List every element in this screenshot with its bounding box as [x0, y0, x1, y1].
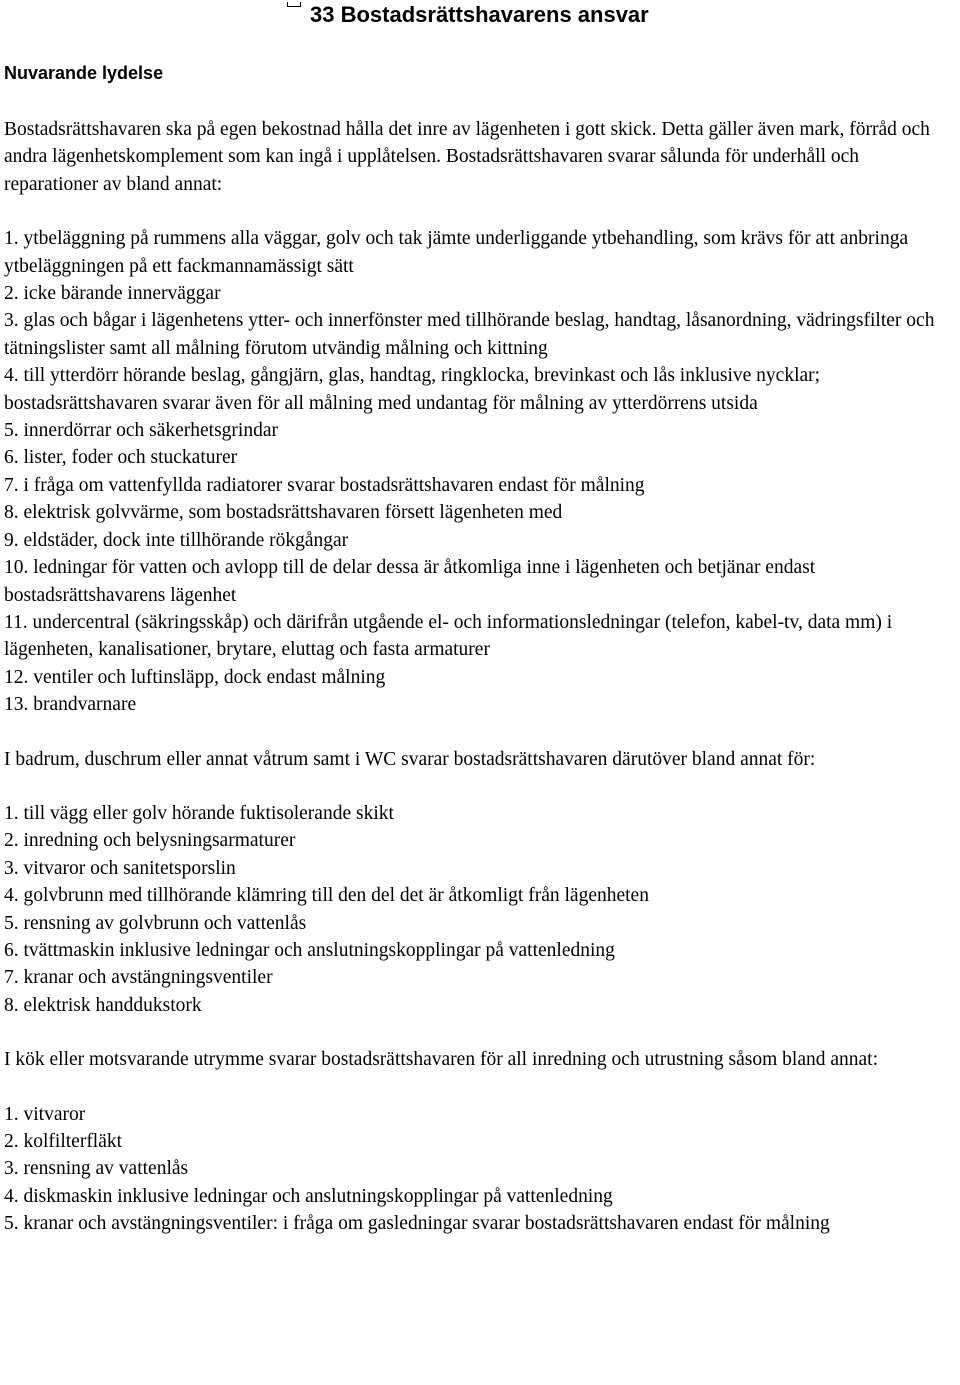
subheading-current-wording: Nuvarande lydelse	[4, 63, 164, 83]
list-item: 8. elektrisk handdukstork	[4, 994, 202, 1016]
list-item: 5. kranar och avstängningsventiler: i fråga om gasledningar svarar bostadsrättshavaren endast för målning	[4, 1213, 830, 1235]
list-item: 8. elektrisk golvvärme, som bostadsrättshavaren försett lägenheten med	[4, 502, 563, 524]
intro-paragraph: Bostadsrättshavaren ska på egen bekostnad hålla det inre av lägenheten i gott skick. Detta gäller även mark, förråd och andra lägenhetskomplement som kan ingå i upplåtelsen. Bostadsrättshavaren svarar sålunda för underhåll och reparationer av bland annat:	[4, 119, 930, 195]
list-item: 1. ytbeläggning på rummens alla väggar, golv och tak jämte underliggande ytbehandling, som krävs för att anbringa ytbeläggningen på ett fackmannamässigt sätt	[4, 228, 909, 277]
bathroom-list	[4, 800, 956, 1019]
list-item: 4. diskmaskin inklusive ledningar och anslutningskopplingar på vattenledning	[4, 1185, 613, 1207]
section-heading	[4, 0, 956, 30]
list-item: 3. rensning av vattenlås	[4, 1158, 189, 1180]
list-item: 6. lister, foder och stuckaturer	[4, 447, 238, 469]
list-item: 9. eldstäder, dock inte tillhörande rökgångar	[4, 529, 349, 551]
general-maintenance-list	[4, 225, 956, 718]
document-page	[4, 0, 956, 1238]
section-heading-text: 33 Bostadsrättshavarens ansvar	[310, 2, 649, 27]
list-item: 5. innerdörrar och säkerhetsgrindar	[4, 420, 278, 442]
list-item: 5. rensning av golvbrunn och vattenlås	[4, 912, 307, 934]
list-item: 11. undercentral (säkringsskåp) och därifrån utgående el- och informationsledningar (telefon, kabel-tv, data mm) i lägenheten, kanalisationer, brytare, eluttag och fasta armaturer	[4, 611, 893, 661]
kitchen-list	[4, 1101, 956, 1238]
list-item: 1. till vägg eller golv hörande fuktisolerande skikt	[4, 802, 394, 824]
list-item: 10. ledningar för vatten och avlopp till de delar dessa är åtkomliga inne i lägenheten och betjänar endast bostadsrättshavarens lägenhet	[4, 557, 816, 606]
list-item: 2. icke bärande innerväggar	[4, 283, 221, 305]
list-item: 2. kolfilterfläkt	[4, 1131, 123, 1152]
list-item: 7. i fråga om vattenfyllda radiatorer svarar bostadsrättshavaren endast för målning	[4, 474, 645, 496]
list-item: 4. golvbrunn med tillhörande klämring till den del det är åtkomligt från lägenheten	[4, 885, 649, 907]
list-item: 3. glas och bågar i lägenhetens ytter- och innerfönster med tillhörande beslag, handtag, låsanordning, vädringsfilter och tätningslister samt all målning förutom utvändig målning och kittning	[4, 310, 935, 359]
kitchen-intro-paragraph: I kök eller motsvarande utrymme svarar bostadsrättshavaren för all inredning och utrustning såsom bland annat:	[4, 1049, 879, 1071]
list-item: 13. brandvarnare	[4, 694, 137, 716]
bathroom-intro-paragraph: I badrum, duschrum eller annat våtrum samt i WC svarar bostadsrättshavaren därutöver bland annat för:	[4, 748, 816, 770]
list-item: 6. tvättmaskin inklusive ledningar och anslutningskopplingar på vattenledning	[4, 939, 615, 961]
list-item: 3. vitvaror och sanitetsporslin	[4, 857, 236, 879]
list-item: 4. till ytterdörr hörande beslag, gångjärn, glas, handtag, ringklocka, brevinkast och lås inklusive nycklar; bostadsrättshavaren svarar även för all målning med undantag för målning av ytterdörrens utsida	[4, 365, 821, 414]
list-item: 7. kranar och avstängningsventiler	[4, 967, 273, 989]
heading-marker-icon	[287, 2, 301, 7]
list-item: 2. inredning och belysningsarmaturer	[4, 830, 296, 852]
list-item: 12. ventiler och luftinsläpp, dock endast målning	[4, 666, 386, 688]
list-item: 1. vitvaror	[4, 1103, 86, 1125]
